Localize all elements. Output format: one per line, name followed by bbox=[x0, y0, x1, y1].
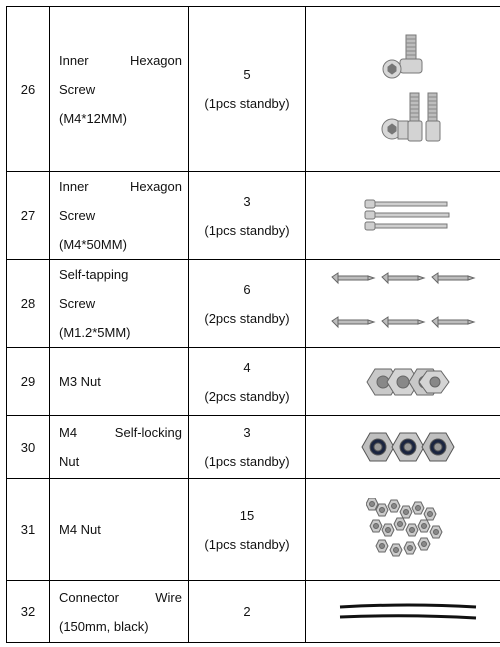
hex-socket-screw-short-icon bbox=[348, 29, 468, 149]
part-name: M4 Nut bbox=[50, 479, 189, 581]
part-image bbox=[306, 260, 500, 348]
part-image bbox=[306, 7, 500, 172]
m4-nut-pile-icon bbox=[366, 498, 450, 562]
part-quantity: 4 (2pcs standby) bbox=[189, 348, 306, 416]
parts-table bbox=[6, 6, 500, 643]
self-tapping-screw-icon bbox=[328, 269, 488, 339]
part-quantity: 3 (1pcs standby) bbox=[189, 172, 306, 260]
part-name: Connector Wire (150mm, black) bbox=[50, 581, 189, 643]
part-name: Inner Hexagon Screw (M4*50MM) bbox=[50, 172, 189, 260]
hex-socket-screw-long-icon bbox=[363, 196, 453, 236]
part-name: Inner Hexagon Screw (M4*12MM) bbox=[50, 7, 189, 172]
row-number: 29 bbox=[7, 348, 50, 416]
part-image bbox=[306, 416, 500, 479]
part-name: Self-tapping Screw (M1.2*5MM) bbox=[50, 260, 189, 348]
part-name: M3 Nut bbox=[50, 348, 189, 416]
row-number: 30 bbox=[7, 416, 50, 479]
table-row bbox=[7, 260, 500, 348]
part-quantity: 2 bbox=[189, 581, 306, 643]
row-number: 27 bbox=[7, 172, 50, 260]
part-image bbox=[306, 479, 500, 581]
table-row bbox=[7, 348, 500, 416]
table-row bbox=[7, 7, 500, 172]
row-number: 28 bbox=[7, 260, 50, 348]
part-image bbox=[306, 581, 500, 643]
table-row bbox=[7, 581, 500, 643]
row-number: 32 bbox=[7, 581, 50, 643]
part-quantity: 15 (1pcs standby) bbox=[189, 479, 306, 581]
table-row bbox=[7, 172, 500, 260]
row-number: 31 bbox=[7, 479, 50, 581]
part-image bbox=[306, 172, 500, 260]
part-quantity: 5 (1pcs standby) bbox=[189, 7, 306, 172]
table-row bbox=[7, 479, 500, 581]
part-quantity: 3 (1pcs standby) bbox=[189, 416, 306, 479]
part-image bbox=[306, 348, 500, 416]
part-quantity: 6 (2pcs standby) bbox=[189, 260, 306, 348]
self-locking-nut-icon bbox=[358, 429, 458, 465]
black-wire-icon bbox=[338, 601, 478, 623]
part-name: M4 Self-locking Nut bbox=[50, 416, 189, 479]
m3-nut-icon bbox=[363, 365, 453, 399]
table-row bbox=[7, 416, 500, 479]
row-number: 26 bbox=[7, 7, 50, 172]
